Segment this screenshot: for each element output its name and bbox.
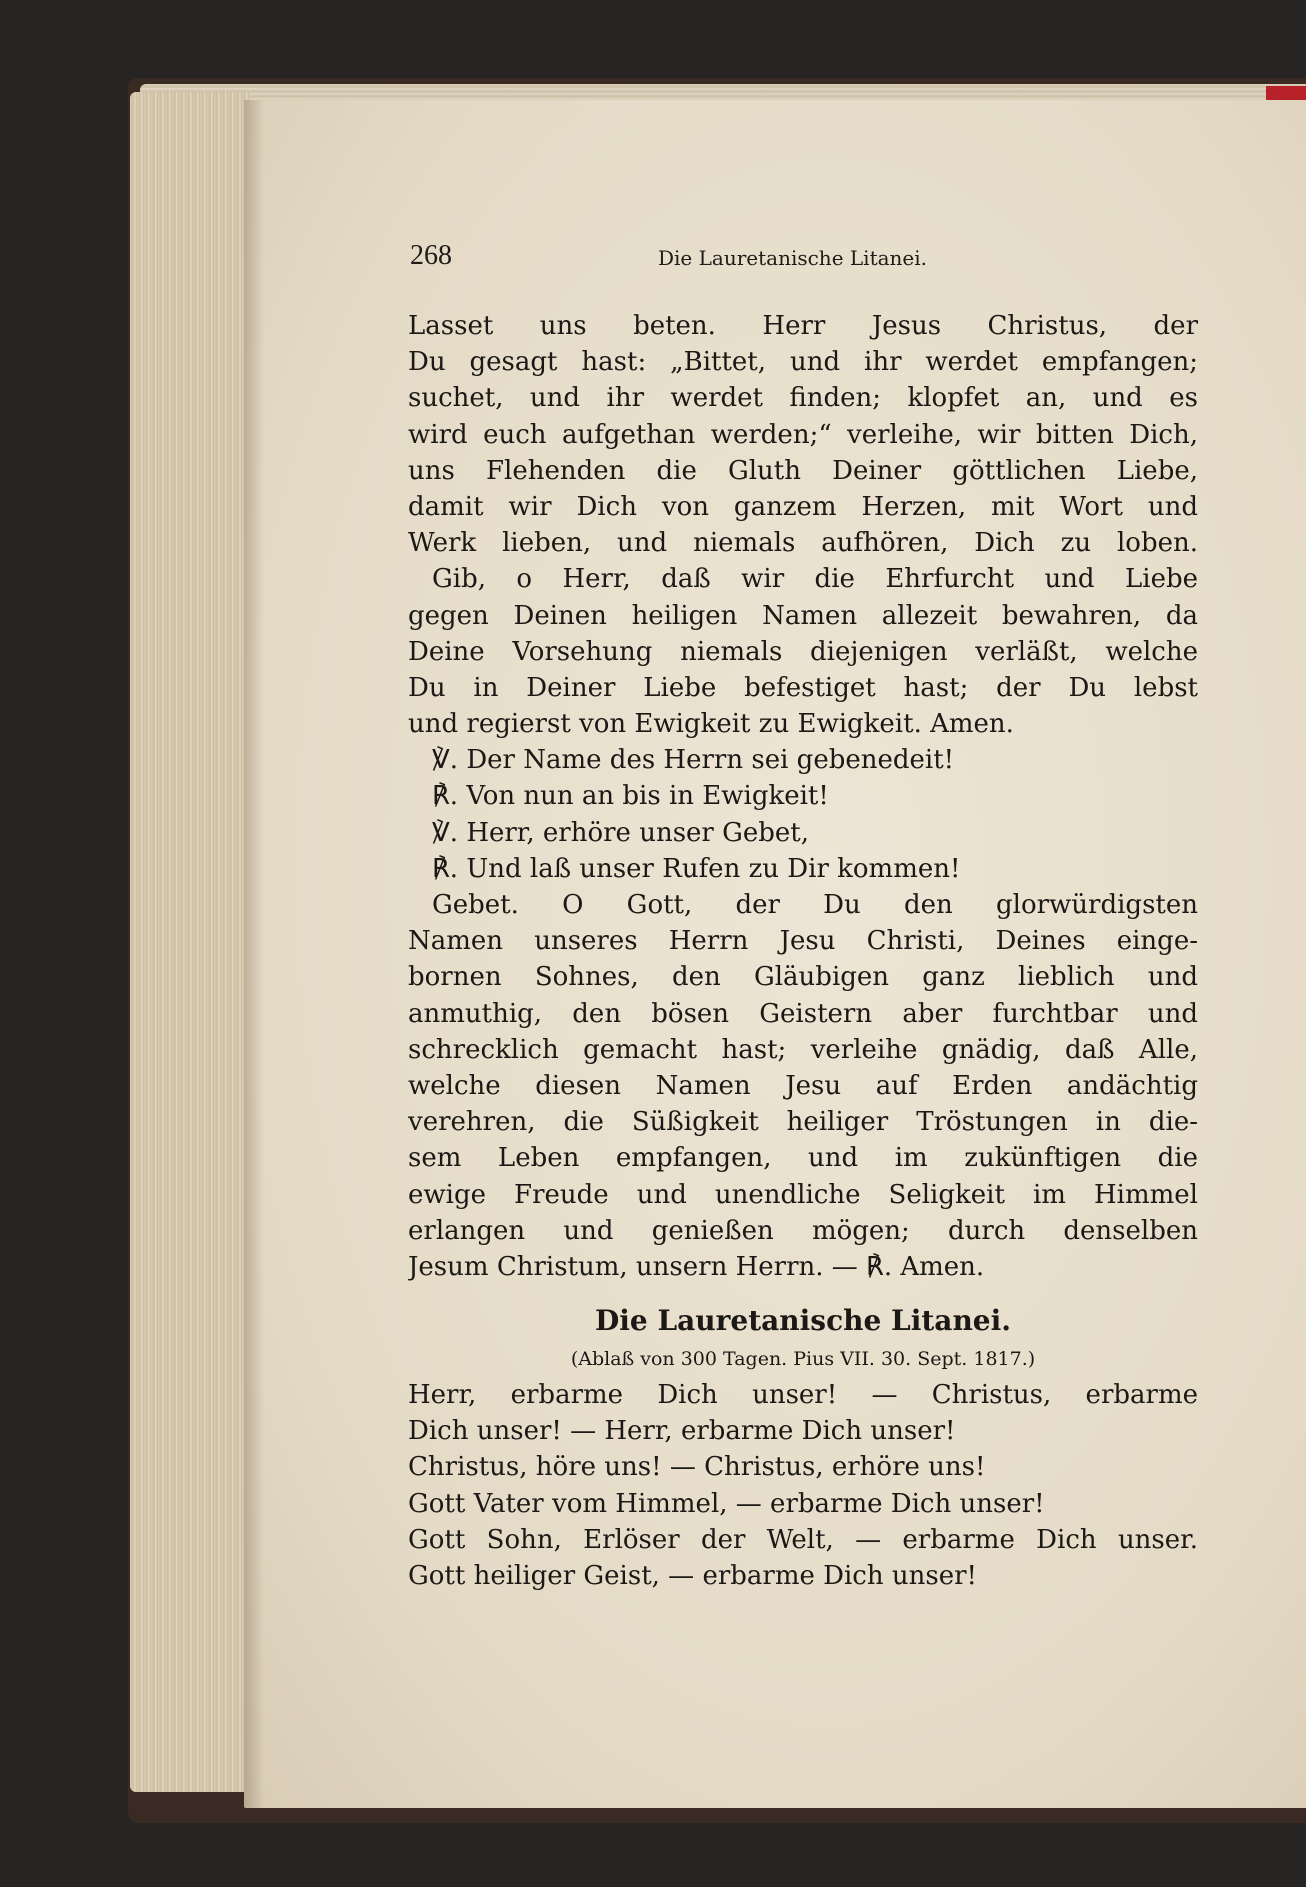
text-line: uns Flehenden die Gluth Deiner göttlichen Liebe, (408, 455, 1198, 486)
page-header (410, 240, 1230, 284)
text-line: ℟. Von nun an bis in Ewigkeit! (432, 781, 829, 812)
book-page (244, 100, 1306, 1808)
litany-line: Gott heiliger Geist, — erbarme Dich unser! (408, 1561, 977, 1591)
text-line: welche diesen Namen Jesu auf Erden andächtig (408, 1070, 1198, 1101)
text-line: Lasset uns beten. Herr Jesus Christus, der (408, 311, 1198, 341)
text-line: Du gesagt hast: „Bittet, und ihr werdet empfangen; (408, 347, 1198, 378)
text-line: Werk lieben, und niemals aufhören, Dich zu loben. (408, 528, 1198, 559)
litany-line: Herr, erbarme Dich unser! — Christus, erbarme (408, 1380, 1198, 1411)
text-line: wird euch aufgethan werden;“ verleihe, wir bitten Dich, (408, 419, 1198, 450)
text-line: erlangen und genießen mögen; durch denselben (408, 1215, 1198, 1246)
running-title: Die Lauretanische Litanei. (658, 246, 927, 270)
text-line: gegen Deinen heiligen Namen allezeit bewahren, da (408, 600, 1198, 631)
text-line: verehren, die Süßigkeit heiliger Tröstungen in die- (408, 1107, 1198, 1138)
litany-section (408, 1377, 1198, 1594)
text-line: damit wir Dich von ganzem Herzen, mit Wort und (408, 491, 1198, 522)
text-line: schrecklich gemacht hast; verleihe gnädig, daß Alle, (408, 1034, 1198, 1065)
text-line: ℟. Und laß unser Rufen zu Dir kommen! (432, 853, 961, 884)
gutter-shadow (244, 100, 264, 1808)
litany-line: Dich unser! — Herr, erbarme Dich unser! (408, 1416, 956, 1447)
text-line: Gib, o Herr, daß wir die Ehrfurcht und Liebe (432, 564, 1198, 595)
text-block (408, 308, 1198, 1594)
prayer-section (408, 308, 1198, 1285)
text-line: und regierst von Ewigkeit zu Ewigkeit. Amen. (408, 709, 1014, 740)
text-line: Deine Vorsehung niemals diejenigen verläßt, welche (408, 636, 1198, 667)
text-line: suchet, und ihr werdet finden; klopfet an, und es (408, 383, 1198, 414)
text-line: anmuthig, den bösen Geistern aber furchtbar und (408, 998, 1198, 1029)
text-line: Du in Deiner Liebe befestiget hast; der Du lebst (408, 672, 1198, 703)
section-heading: Die Lauretanische Litanei. (595, 1304, 1011, 1338)
text-line: bornen Sohnes, den Gläubigen ganz lieblich und (408, 962, 1198, 993)
page-side-edges (130, 92, 250, 1792)
text-line: Gebet. O Gott, der Du den glorwürdigsten (432, 890, 1198, 920)
text-line: ewige Freude und unendliche Seligkeit im Himmel (408, 1179, 1198, 1210)
litany-line: Gott Sohn, Erlöser der Welt, — erbarme Dich unser. (408, 1524, 1198, 1555)
text-line: Jesum Christum, unsern Herrn. — ℟. Amen. (408, 1251, 985, 1282)
text-line: ℣. Herr, erhöre unser Gebet, (432, 817, 810, 848)
page-number: 268 (410, 240, 452, 271)
text-line: sem Leben empfangen, und im zukünftigen die (408, 1143, 1198, 1174)
text-line: Namen unseres Herrn Jesu Christi, Deines einge- (408, 926, 1198, 957)
text-line: ℣. Der Name des Herrn sei gebenedeit! (432, 745, 955, 776)
litany-line: Christus, höre uns! — Christus, erhöre uns! (408, 1452, 986, 1483)
indulgence-note: (Ablaß von 300 Tagen. Pius VII. 30. Sept. 1817.) (570, 1348, 1036, 1371)
litany-line: Gott Vater vom Himmel, — erbarme Dich unser! (408, 1488, 1045, 1519)
